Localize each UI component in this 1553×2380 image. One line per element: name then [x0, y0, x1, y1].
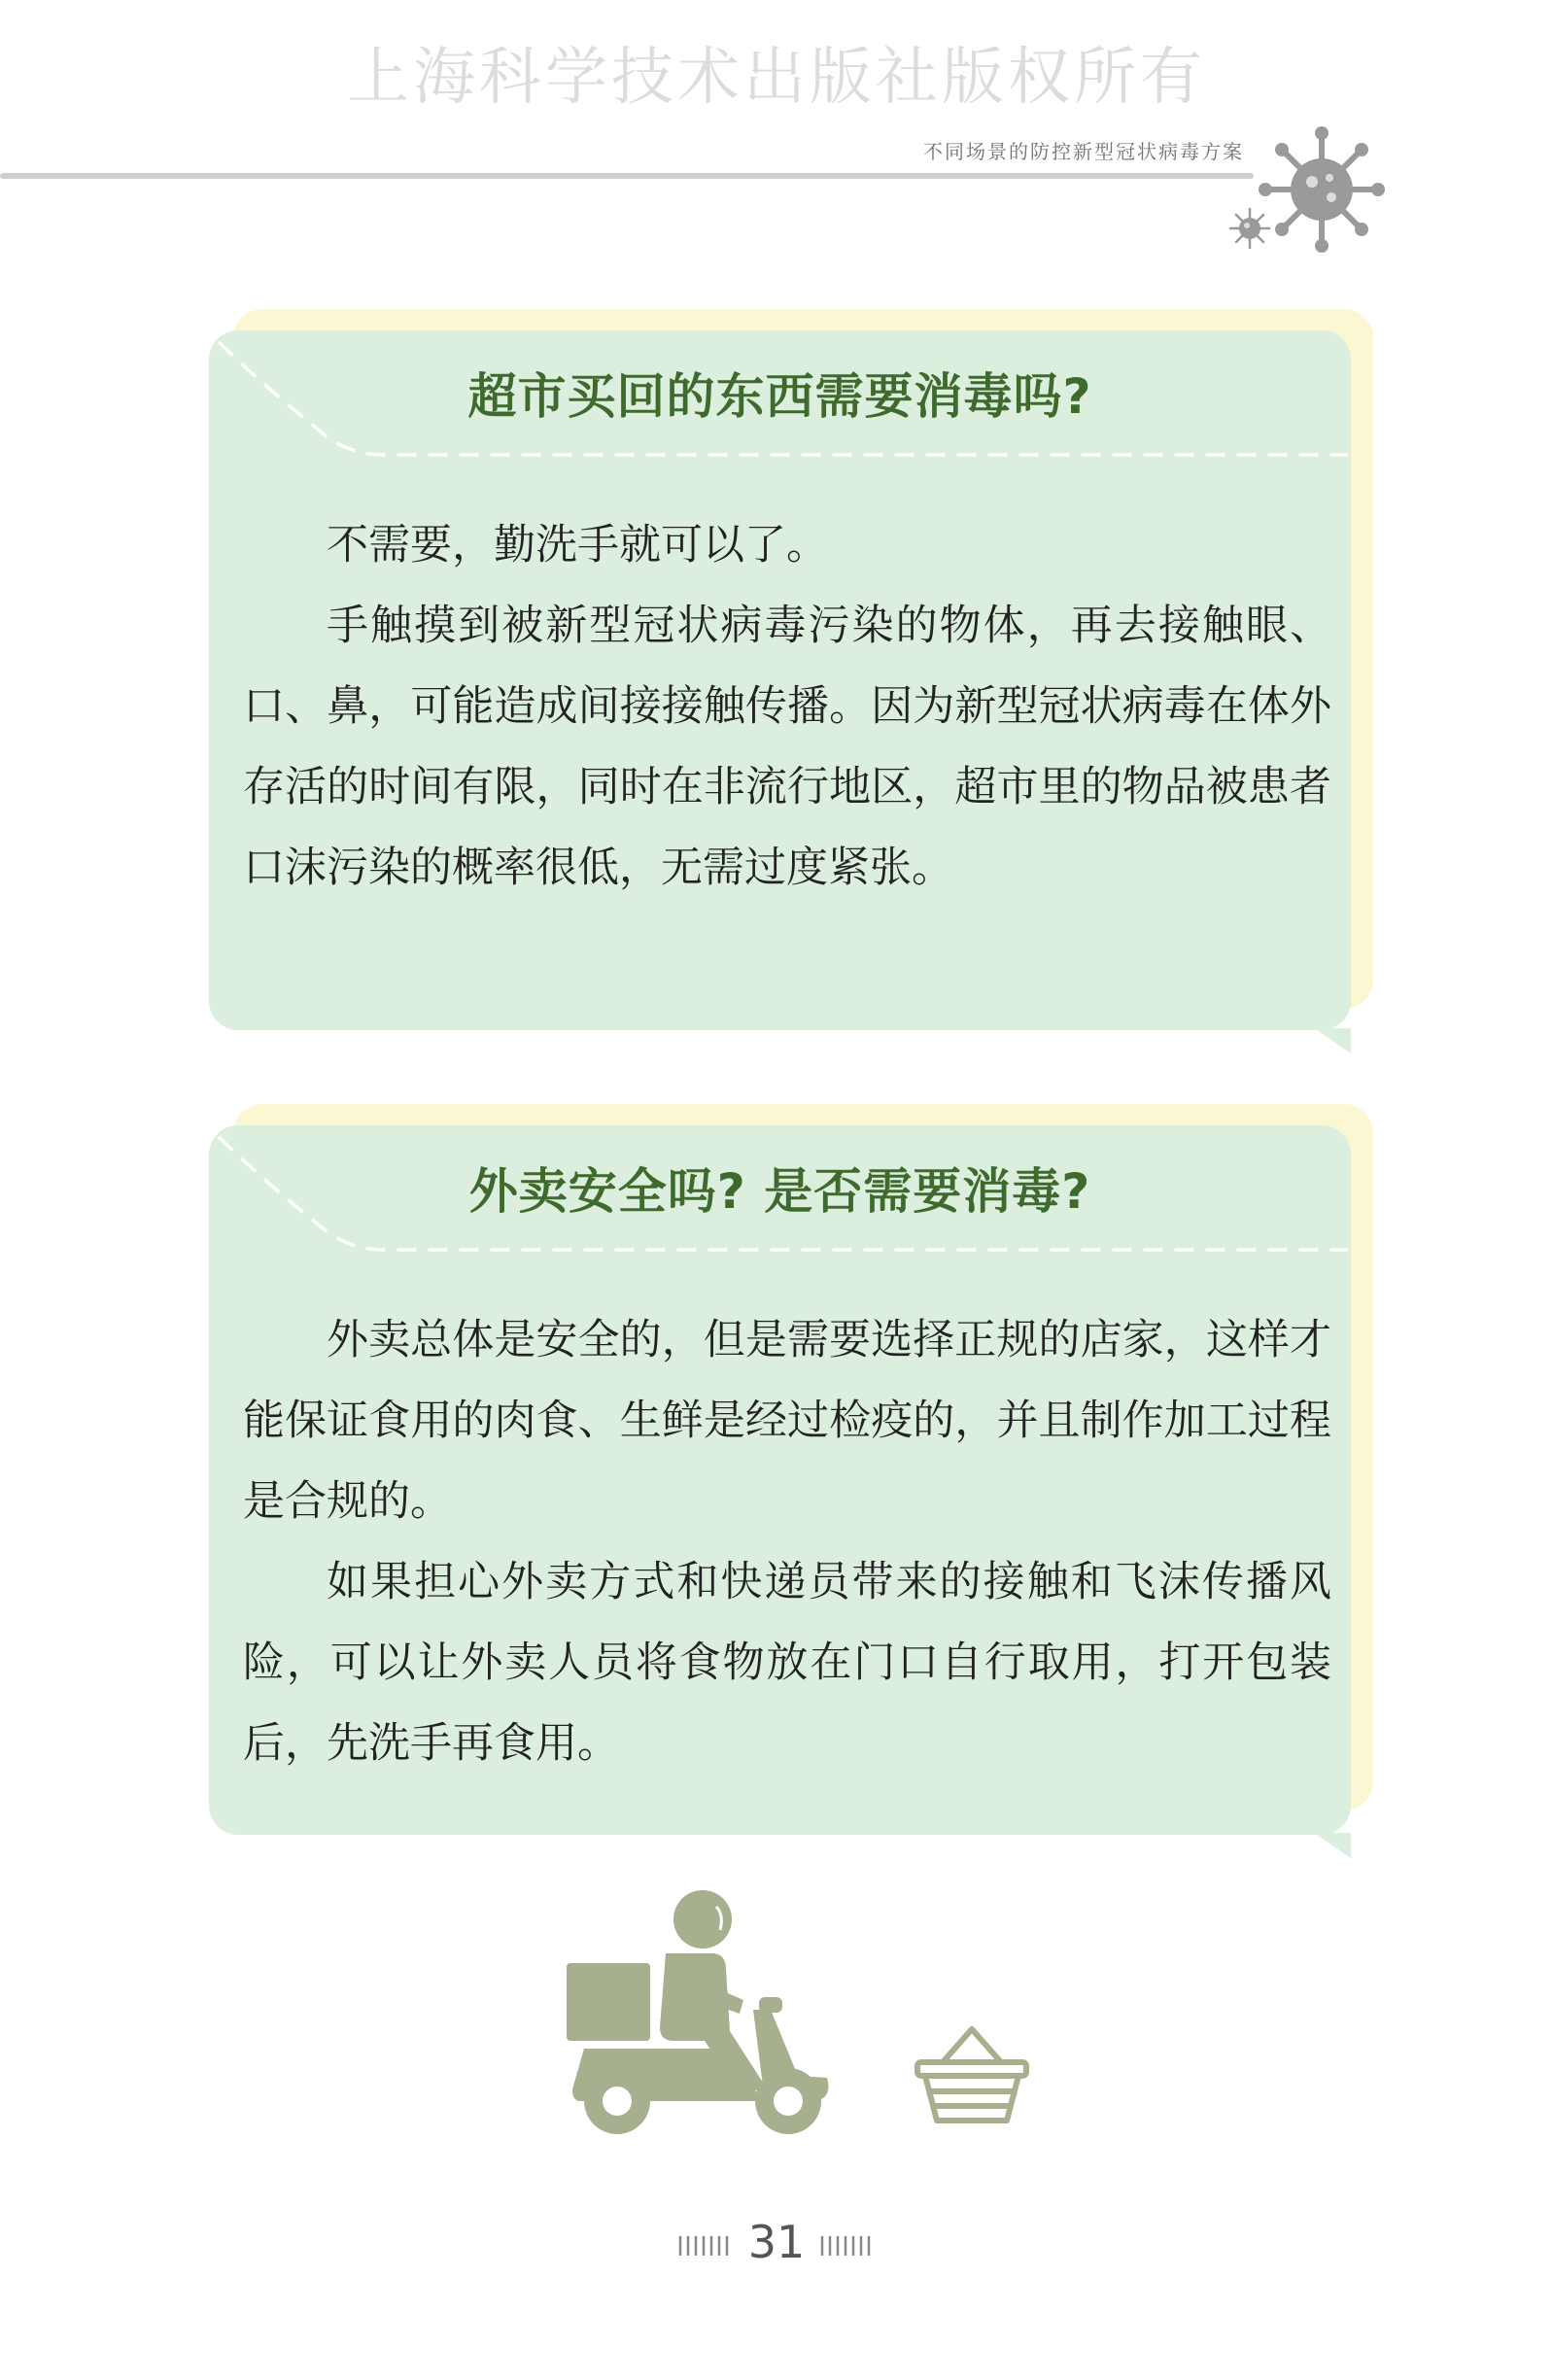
virus-icon — [1254, 121, 1390, 258]
answer-body — [243, 505, 1331, 909]
shopping-basket-icon — [912, 2019, 1032, 2128]
question-title: 外卖安全吗? 是否需要消毒? — [468, 1163, 1091, 1220]
page-number-right-ticks — [818, 2234, 877, 2258]
page-number-left-ticks — [676, 2234, 735, 2258]
page-number — [0, 2216, 1553, 2268]
answer-paragraph: 不需要，勤洗手就可以了。 — [327, 521, 828, 569]
running-header-title: 不同场景的防控新型冠状病毒方案 — [923, 140, 1244, 163]
faq-card-takeout — [209, 1125, 1375, 1835]
copyright-watermark: 上海科学技术出版社版权所有 — [347, 42, 1206, 114]
delivery-scooter-icon — [559, 1885, 841, 2138]
faq-card-supermarket — [209, 330, 1375, 1030]
speech-bubble-tail — [1314, 1028, 1351, 1053]
speech-bubble-tail — [1314, 1833, 1351, 1858]
question-title: 超市买回的东西需要消毒吗? — [467, 368, 1092, 425]
answer-paragraph: 如果担心外卖方式和快递员带来的接触和飞沫传播风险，可以让外卖人员将食物放在门口自行取用，打开包装后，先洗手再食用。 — [243, 1558, 1331, 1768]
answer-body — [243, 1300, 1331, 1784]
header-divider — [0, 173, 1254, 179]
answer-paragraph: 手触摸到被新型冠状病毒污染的物体，再去接触眼、口、鼻，可能造成间接接触传播。因为新型冠状病毒在体外存活的时间有限，同时在非流行地区，超市里的物品被患者口沫污染的概率很低，无需过度紧张。 — [243, 602, 1331, 892]
page-number-text: 31 — [747, 2216, 806, 2268]
small-virus-icon — [1227, 206, 1272, 251]
answer-paragraph: 外卖总体是安全的，但是需要选择正规的店家，这样才能保证食用的肉食、生鲜是经过检疫的，并且制作加工过程是合规的。 — [243, 1316, 1331, 1526]
